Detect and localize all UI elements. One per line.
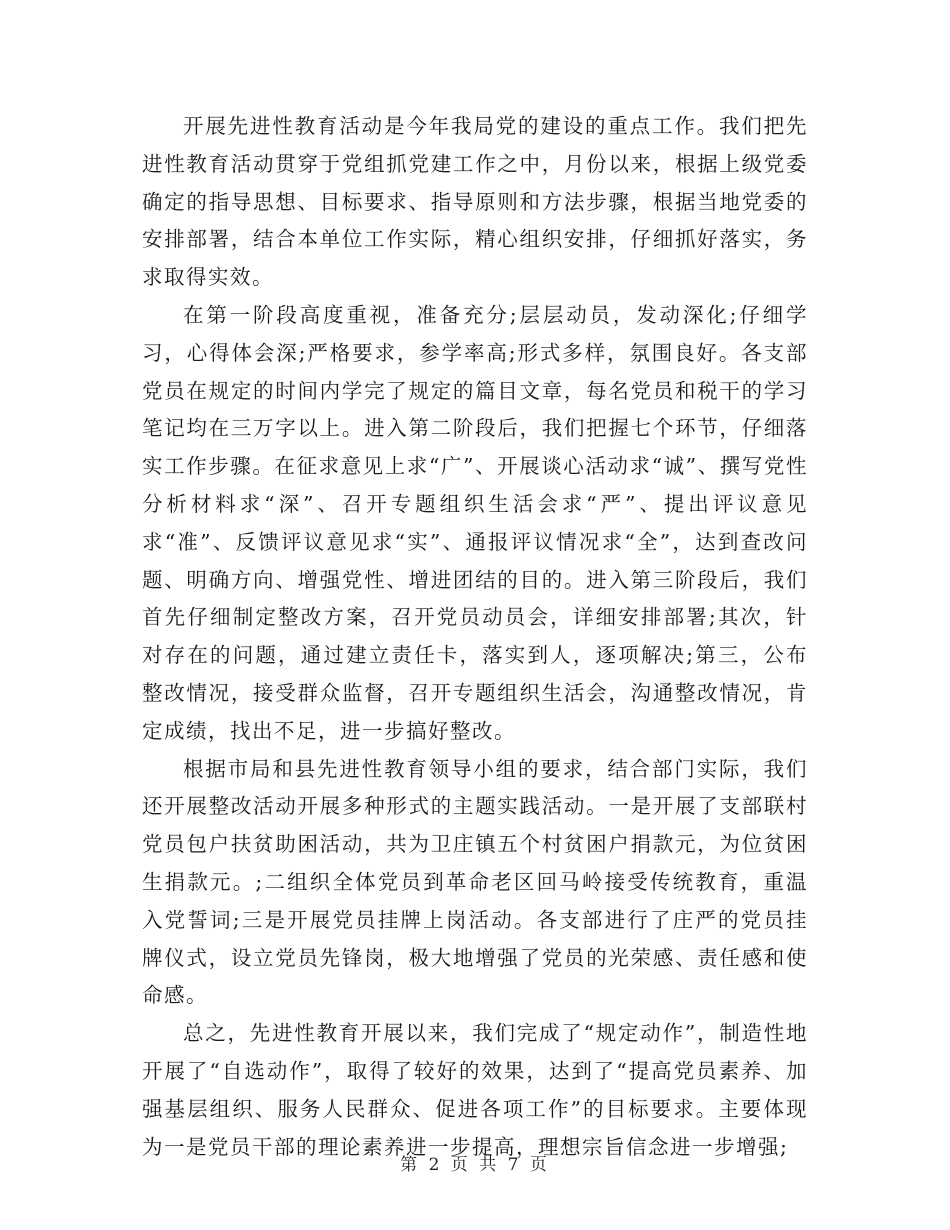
page-number-footer: 第 2 页 共 7 页 [400, 1155, 550, 1175]
paragraph-1: 开展先进性教育活动是今年我局党的建设的重点工作。我们把先进性教育活动贯穿于党组抓党建工作之中，月份以来，根据上级党委确定的指导思想、目标要求、指导原则和方法步骤，根据当地党委的安排部署，结合本单位工作实际，精心组织安排，仔细抓好落实，务求取得实效。 [142, 114, 808, 290]
paragraph-4: 总之，先进性教育开展以来，我们完成了“规定动作”，制造性地开展了“自选动作”，取得了较好的效果，达到了“提高党员素养、加强基层组织、服务人民群众、促进各项工作”的目标要求。主要体现为一是党员干部的理论素养进一步提高，理想宗旨信念进一步增强; [142, 1021, 808, 1159]
paragraph-3: 根据市局和县先进性教育领导小组的要求，结合部门实际，我们还开展整改活动开展多种形式的主题实践活动。一是开展了支部联村党员包户扶贫助困活动，共为卫庄镇五个村贫困户捐款元，为位贫困生捐款元。;二组织全体党员到革命老区回马岭接受传统教育，重温入党誓词;三是开展党员挂牌上岗活动。各支部进行了庄严的党员挂牌仪式，设立党员先锋岗，极大地增强了党员的光荣感、责任感和使命感。 [142, 756, 808, 1008]
paragraph-2: 在第一阶段高度重视，准备充分;层层动员，发动深化;仔细学习，心得体会深;严格要求，参学率高;形式多样，氛围良好。各支部党员在规定的时间内学完了规定的篇目文章，每名党员和税干的学习笔记均在三万字以上。进入第二阶段后，我们把握七个环节，仔细落实工作步骤。在征求意见上求“广”、开展谈心活动求“诚”、撰写党性分析材料求“深”、召开专题组织生活会求“严”、提出评议意见求“准”、反馈评议意见求“实”、通报评议情况求“全”，达到查改问题、明确方向、增强党性、增进团结的目的。进入第三阶段后，我们首先仔细制定整改方案，召开党员动员会，详细安排部署;其次，针对存在的问题，通过建立责任卡，落实到人，逐项解决;第三，公布整改情况，接受群众监督，召开专题组织生活会，沟通整改情况，肯定成绩，找出不足，进一步搞好整改。 [142, 302, 808, 743]
document-body [142, 108, 808, 1166]
